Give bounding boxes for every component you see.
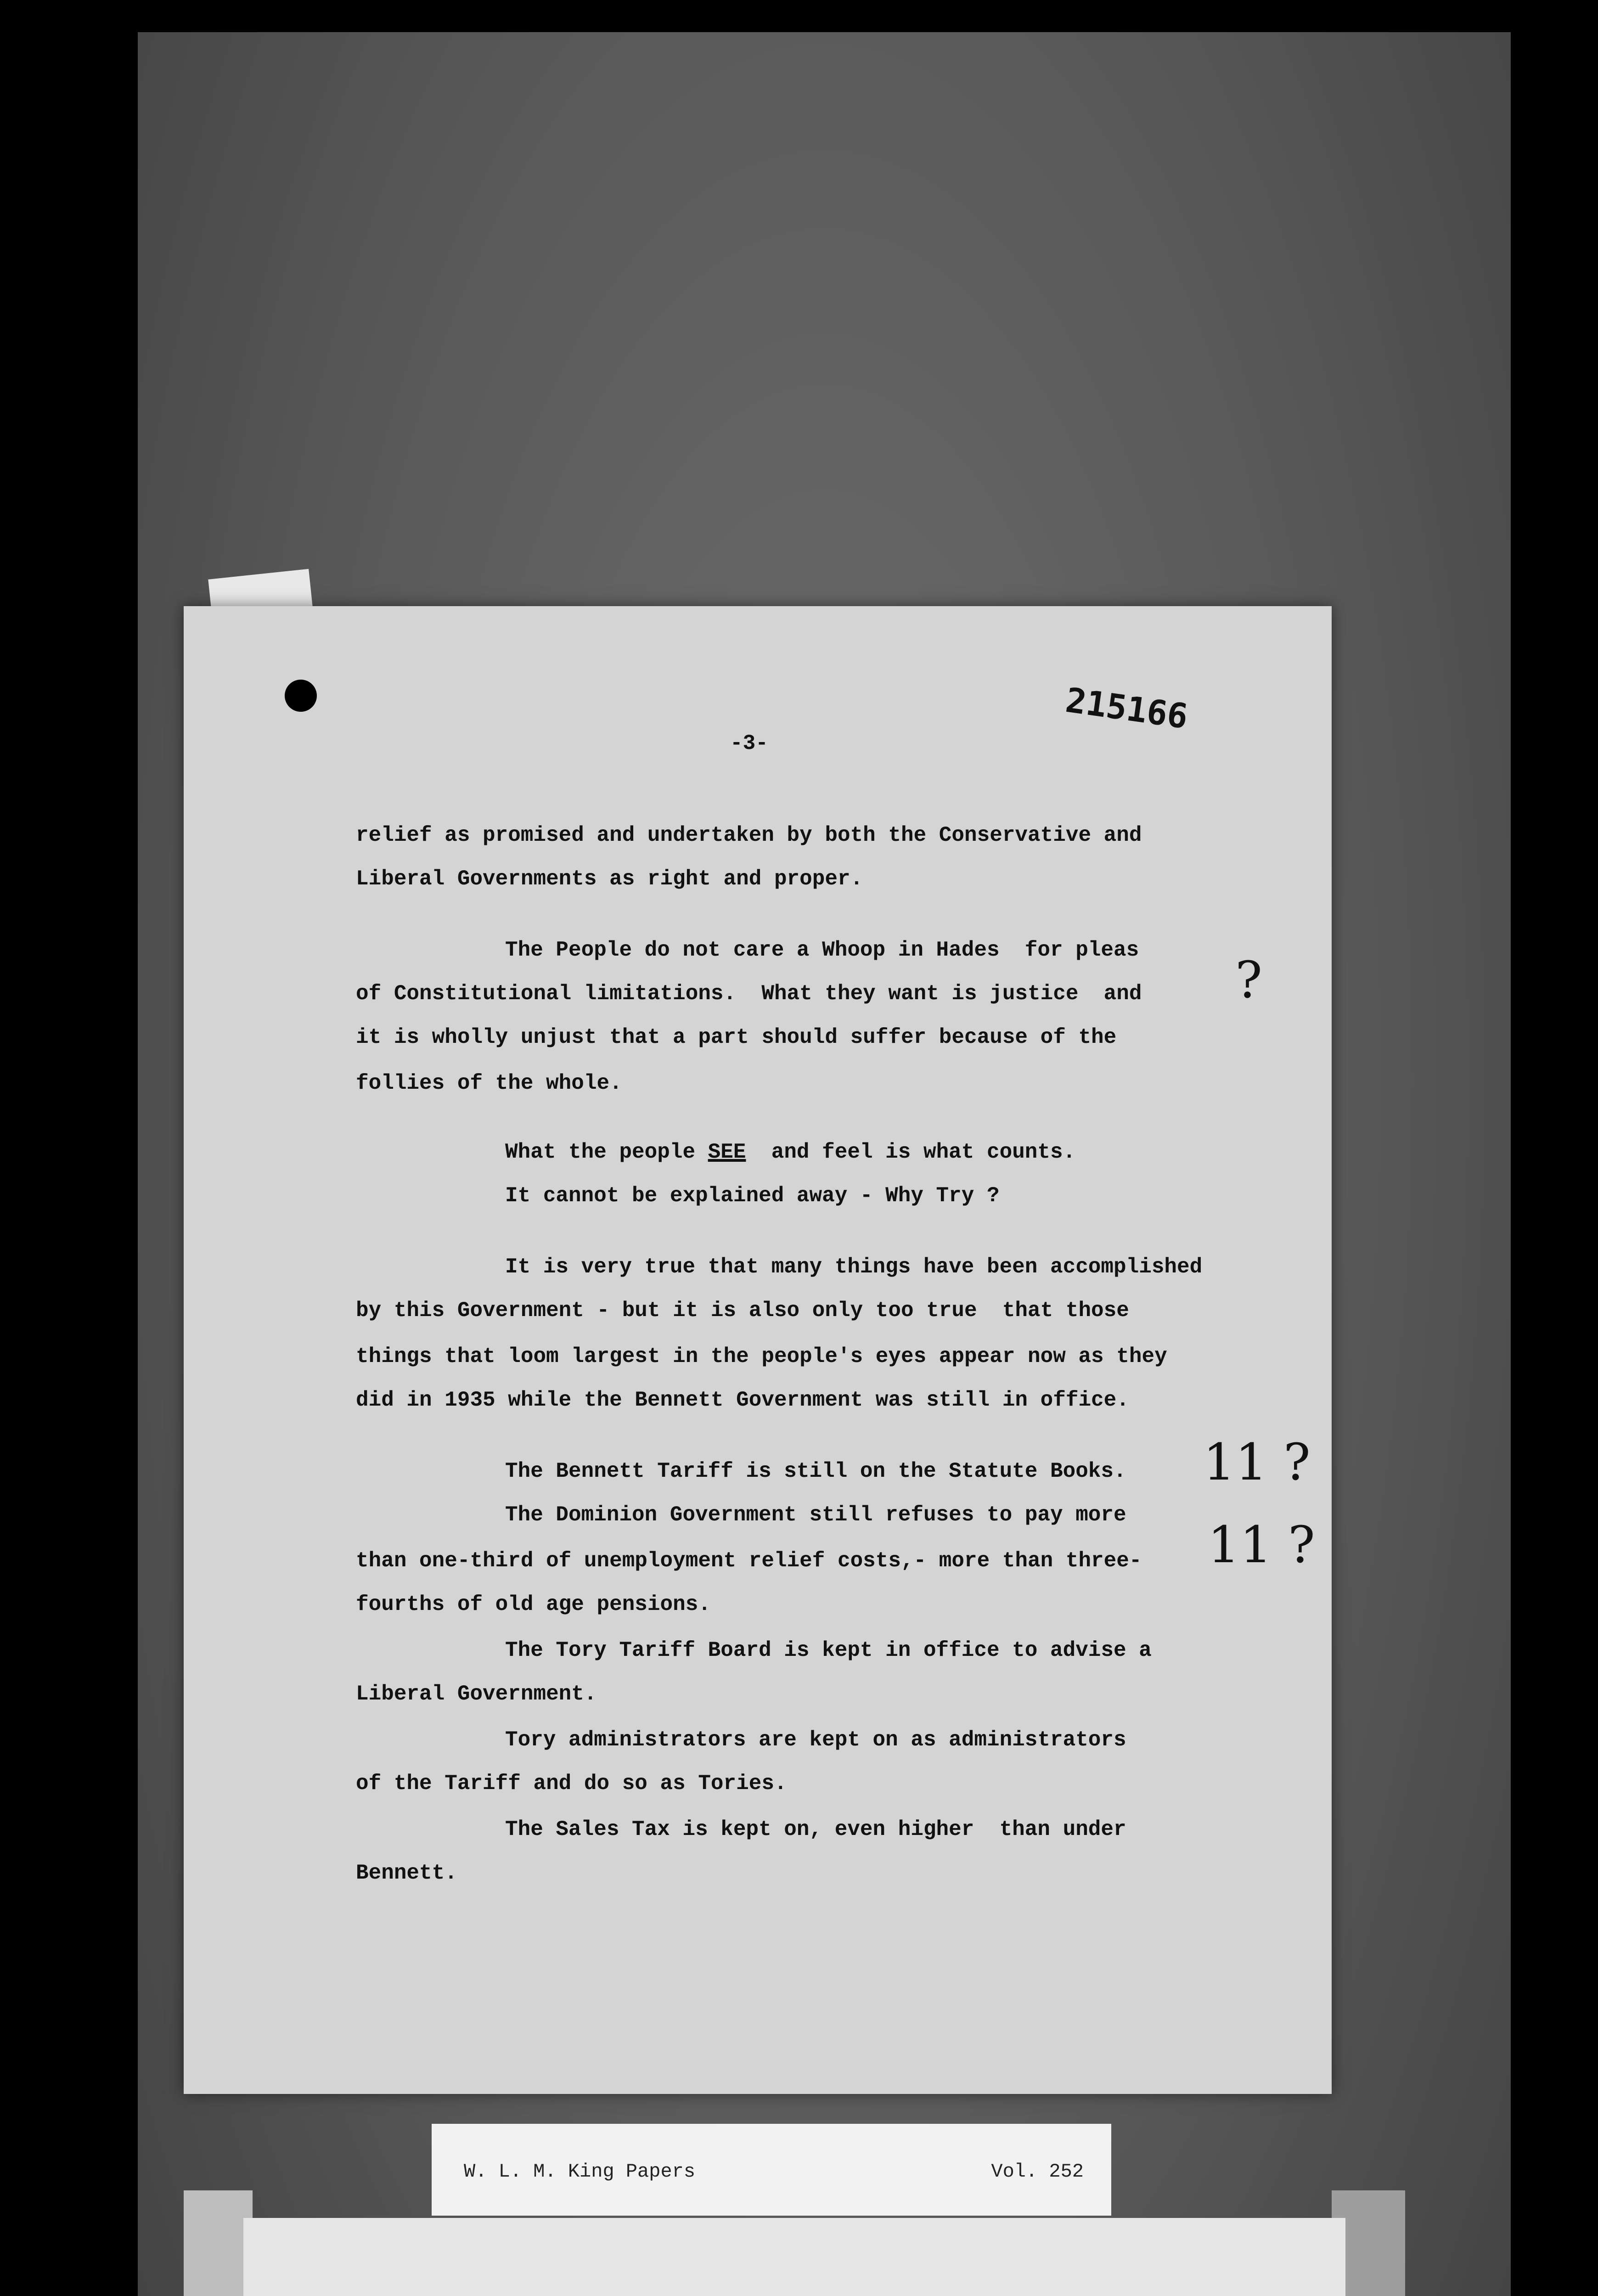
text-line: did in 1935 while the Bennett Government was still in office. [356, 1388, 1129, 1412]
text-line: The People do not care a Whoop in Hades for pleas [505, 938, 1139, 962]
text-line: The Bennett Tariff is still on the Statute Books. [505, 1459, 1126, 1483]
text-line: The Tory Tariff Board is kept in office to advise a [505, 1638, 1152, 1662]
text-line: follies of the whole. [356, 1071, 622, 1095]
text-line: by this Government - but it is also only too true that those [356, 1299, 1129, 1322]
margin-note: 11 ? [1208, 1515, 1315, 1574]
series-label: W. L. M. King Papers [464, 2161, 696, 2183]
margin-note: ? [1235, 951, 1262, 1009]
text-line: What the people SEE and feel is what counts. [505, 1140, 1076, 1164]
text-line: Liberal Governments as right and proper. [356, 867, 863, 891]
archive-label [432, 2124, 1111, 2216]
page-number: -3- [730, 732, 768, 755]
text-line: relief as promised and undertaken by both the Conservative and [356, 823, 1142, 847]
text-line: Tory administrators are kept on as administrators [505, 1728, 1126, 1752]
text-line: things that loom largest in the people's eyes appear now as they [356, 1345, 1167, 1368]
punch-hole [285, 680, 317, 712]
text-line: it is wholly unjust that a part should suffer because of the [356, 1025, 1117, 1049]
text-line: It cannot be explained away - Why Try ? [505, 1184, 1000, 1208]
text-line: The Sales Tax is kept on, even higher than under [505, 1818, 1126, 1841]
text-line: Liberal Government. [356, 1682, 597, 1706]
volume-label: Vol. 252 [991, 2161, 1084, 2183]
text-line: than one-third of unemployment relief costs,- more than three- [356, 1549, 1142, 1573]
text-line: It is very true that many things have been accomplished [505, 1255, 1203, 1279]
text-line: fourths of old age pensions. [356, 1593, 711, 1616]
text-line: of Constitutional limitations. What they want is justice and [356, 982, 1142, 1006]
stamp-tape-left [184, 2190, 253, 2296]
archives-stamp [243, 2218, 1345, 2296]
text-line: The Dominion Government still refuses to pay more [505, 1503, 1126, 1527]
text-line: of the Tariff and do so as Tories. [356, 1772, 787, 1795]
margin-note: 11 ? [1203, 1433, 1311, 1491]
document-number: 215166 [1063, 680, 1190, 737]
text-line: Bennett. [356, 1861, 457, 1885]
